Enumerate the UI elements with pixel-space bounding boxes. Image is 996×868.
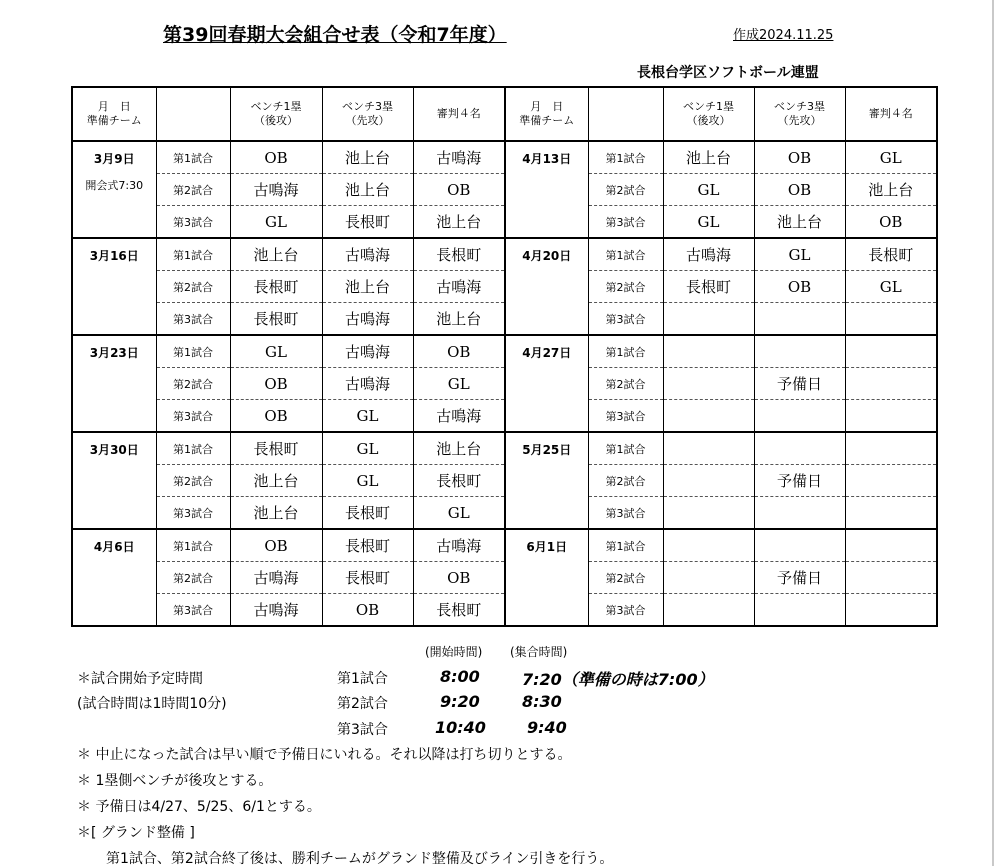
umpire-team: OB [413,335,505,368]
umpire-team: 古鳴海 [413,271,505,303]
date-label: 4月20日 [522,249,572,263]
bench3-team: OB [322,594,413,627]
header-game [588,87,663,141]
game-number: 第3試合 [588,594,663,627]
bench1-team: OB [230,368,322,400]
game-number: 第2試合 [588,271,663,303]
time-row-start: 8:00 [440,667,480,686]
bench3-team: 池上台 [322,141,413,174]
bench3-team [754,594,845,627]
date-cell [505,238,588,335]
date-cell [72,141,156,238]
bench1-team [663,368,754,400]
table-row [72,335,937,368]
date-cell [72,432,156,529]
bench3-team: 長根町 [322,206,413,239]
table-row [72,206,937,239]
bench1-team [663,562,754,594]
bench3-team [754,400,845,433]
bench1-team: GL [230,335,322,368]
time-row-game: 第2試合 [337,696,388,712]
umpire-team [845,432,937,465]
umpire-team: 長根町 [413,594,505,627]
bench1-team [663,400,754,433]
game-number: 第3試合 [588,206,663,239]
time-row-gather: 8:30 [522,692,562,711]
bench3-team: 予備日 [754,465,845,497]
date-cell [72,529,156,626]
table-row [72,271,937,303]
header-bench3: ベンチ3塁 （先攻） [322,87,413,141]
date-label: 4月13日 [522,152,572,166]
header-row [72,87,937,141]
game-number: 第1試合 [156,141,230,174]
game-number: 第2試合 [156,271,230,303]
page-title: 第39回春期大会組合せ表（令和7年度） [163,24,507,46]
bench1-team: 池上台 [230,497,322,530]
bench3-team: 池上台 [322,174,413,206]
page-edge [992,0,994,866]
game-number: 第2試合 [588,465,663,497]
bench3-team: 池上台 [322,271,413,303]
time-row-gather: 7:20（準備の時は7:00） [522,670,714,689]
bench1-team [663,594,754,627]
game-number: 第3試合 [588,400,663,433]
umpire-team: 古鳴海 [413,529,505,562]
table-row [72,141,937,174]
umpire-team [845,497,937,530]
umpire-team: 古鳴海 [413,400,505,433]
bench1-team [663,497,754,530]
bench1-team: 池上台 [230,465,322,497]
header-bench1: ベンチ1塁 （後攻） [230,87,322,141]
table-row [72,529,937,562]
game-number: 第2試合 [156,368,230,400]
bench1-team: 長根町 [230,432,322,465]
date-cell [505,141,588,238]
date-cell [505,529,588,626]
time-row-game: 第3試合 [337,722,388,738]
game-number: 第3試合 [588,303,663,336]
note-line: 第1試合、第2試合終了後は、勝利チームがグランド整備及びライン引きを行う。 [106,851,614,867]
bench3-team: OB [754,174,845,206]
game-number: 第1試合 [156,238,230,271]
table-row [72,238,937,271]
date-label: 4月6日 [93,540,135,554]
umpire-team: 長根町 [845,238,937,271]
header-game [156,87,230,141]
date-label: 3月30日 [89,443,139,457]
bench3-team: 長根町 [322,529,413,562]
table-row [72,400,937,433]
date-cell [505,335,588,432]
umpire-team [845,303,937,336]
game-number: 第2試合 [156,465,230,497]
bench3-team: GL [322,432,413,465]
umpire-team [845,465,937,497]
game-number: 第1試合 [156,335,230,368]
bench1-team: 長根町 [230,303,322,336]
bench3-team: 長根町 [322,562,413,594]
bench1-team: OB [230,141,322,174]
time-row-start: 9:20 [440,692,480,711]
umpire-team: GL [845,271,937,303]
bench1-team [663,529,754,562]
time-row-gather: 9:40 [527,718,567,737]
umpire-team [845,594,937,627]
bench3-team: GL [322,465,413,497]
game-number: 第2試合 [156,174,230,206]
time-row-game: 第1試合 [337,671,388,687]
bench1-team: 古鳴海 [230,562,322,594]
umpire-team: GL [845,141,937,174]
bench3-team: 古鳴海 [322,238,413,271]
umpire-team: 長根町 [413,465,505,497]
created-date: 作成2024.11.25 [733,28,834,43]
header-umpire: 審判４名 [413,87,505,141]
note-line: ＊ 予備日は4/27、5/25、6/1とする。 [77,799,321,815]
bench1-team [663,303,754,336]
game-number: 第2試合 [588,562,663,594]
bench1-team: OB [230,529,322,562]
game-number: 第1試合 [588,432,663,465]
umpire-team: 池上台 [845,174,937,206]
note-line: ＊ 中止になった試合は早い順で予備日にいれる。それ以降は打ち切りとする。 [77,747,572,763]
game-number: 第1試合 [588,529,663,562]
umpire-team [845,335,937,368]
date-label: 3月16日 [89,249,139,263]
game-number: 第3試合 [156,206,230,239]
umpire-team [845,562,937,594]
game-number: 第3試合 [156,497,230,530]
table-row [72,562,937,594]
bench3-team: 予備日 [754,368,845,400]
umpire-team: GL [413,368,505,400]
umpire-team: 長根町 [413,238,505,271]
table-row [72,368,937,400]
date-label: 6月1日 [526,540,568,554]
date-cell [72,238,156,335]
game-number: 第3試合 [588,497,663,530]
times-label-duration: (試合時間は1時間10分) [77,696,227,712]
times-label: ＊試合開始予定時間 [77,671,203,687]
umpire-team [845,400,937,433]
bench1-team: 古鳴海 [230,594,322,627]
bench3-team: 予備日 [754,562,845,594]
umpire-team: GL [413,497,505,530]
bench3-team: GL [754,238,845,271]
table-row [72,432,937,465]
game-number: 第1試合 [588,335,663,368]
header-bench3: ベンチ3塁 （先攻） [754,87,845,141]
umpire-team: 古鳴海 [413,141,505,174]
table-row [72,465,937,497]
date-cell [505,432,588,529]
bench3-team [754,303,845,336]
bench1-team: 古鳴海 [663,238,754,271]
umpire-team: OB [845,206,937,239]
bench1-team: OB [230,400,322,433]
header-umpire: 審判４名 [845,87,937,141]
bench3-team: OB [754,141,845,174]
bench3-team: OB [754,271,845,303]
bench3-team: 古鳴海 [322,335,413,368]
start-time-header: (開始時間) [425,645,483,659]
game-number: 第2試合 [156,562,230,594]
table-row [72,174,937,206]
bench3-team: 池上台 [754,206,845,239]
bench1-team: 長根町 [663,271,754,303]
game-number: 第1試合 [588,141,663,174]
bench3-team [754,529,845,562]
bench1-team [663,335,754,368]
umpire-team: OB [413,174,505,206]
bench1-team: GL [230,206,322,239]
bench1-team: 古鳴海 [230,174,322,206]
date-sub-label: 開会式7:30 [85,179,144,192]
bench1-team: 池上台 [230,238,322,271]
bench1-team: 長根町 [230,271,322,303]
gather-time-header: (集合時間) [510,645,568,659]
date-label: 3月23日 [89,346,139,360]
date-label: 3月9日 [93,152,135,166]
date-label: 5月25日 [522,443,572,457]
date-label: 4月27日 [522,346,572,360]
umpire-team: 池上台 [413,303,505,336]
note-line: ＊[ グランド整備 ] [77,825,195,841]
bench3-team: 古鳴海 [322,303,413,336]
bench3-team [754,335,845,368]
bench3-team [754,432,845,465]
bench3-team: GL [322,400,413,433]
game-number: 第3試合 [156,400,230,433]
header-date: 月 日 準備チーム [72,87,156,141]
umpire-team: OB [413,562,505,594]
table-row [72,303,937,336]
bench1-team [663,465,754,497]
game-number: 第1試合 [588,238,663,271]
date-cell [72,335,156,432]
bench3-team [754,497,845,530]
game-number: 第3試合 [156,594,230,627]
bench3-team: 古鳴海 [322,368,413,400]
bench1-team [663,432,754,465]
game-number: 第1試合 [156,432,230,465]
umpire-team [845,529,937,562]
organization-name: 長根台学区ソフトボール連盟 [637,65,819,81]
note-line: ＊ 1塁側ベンチが後攻とする。 [77,773,273,789]
game-number: 第2試合 [588,174,663,206]
game-number: 第2試合 [588,368,663,400]
bench1-team: GL [663,174,754,206]
umpire-team: 池上台 [413,432,505,465]
header-bench1: ベンチ1塁 （後攻） [663,87,754,141]
bench1-team: GL [663,206,754,239]
umpire-team [845,368,937,400]
game-number: 第1試合 [156,529,230,562]
umpire-team: 池上台 [413,206,505,239]
bench1-team: 池上台 [663,141,754,174]
table-row [72,594,937,627]
game-number: 第3試合 [156,303,230,336]
header-date: 月 日 準備チーム [505,87,588,141]
time-row-start: 10:40 [435,718,486,737]
table-row [72,497,937,530]
bench3-team: 長根町 [322,497,413,530]
schedule-table [71,86,938,627]
